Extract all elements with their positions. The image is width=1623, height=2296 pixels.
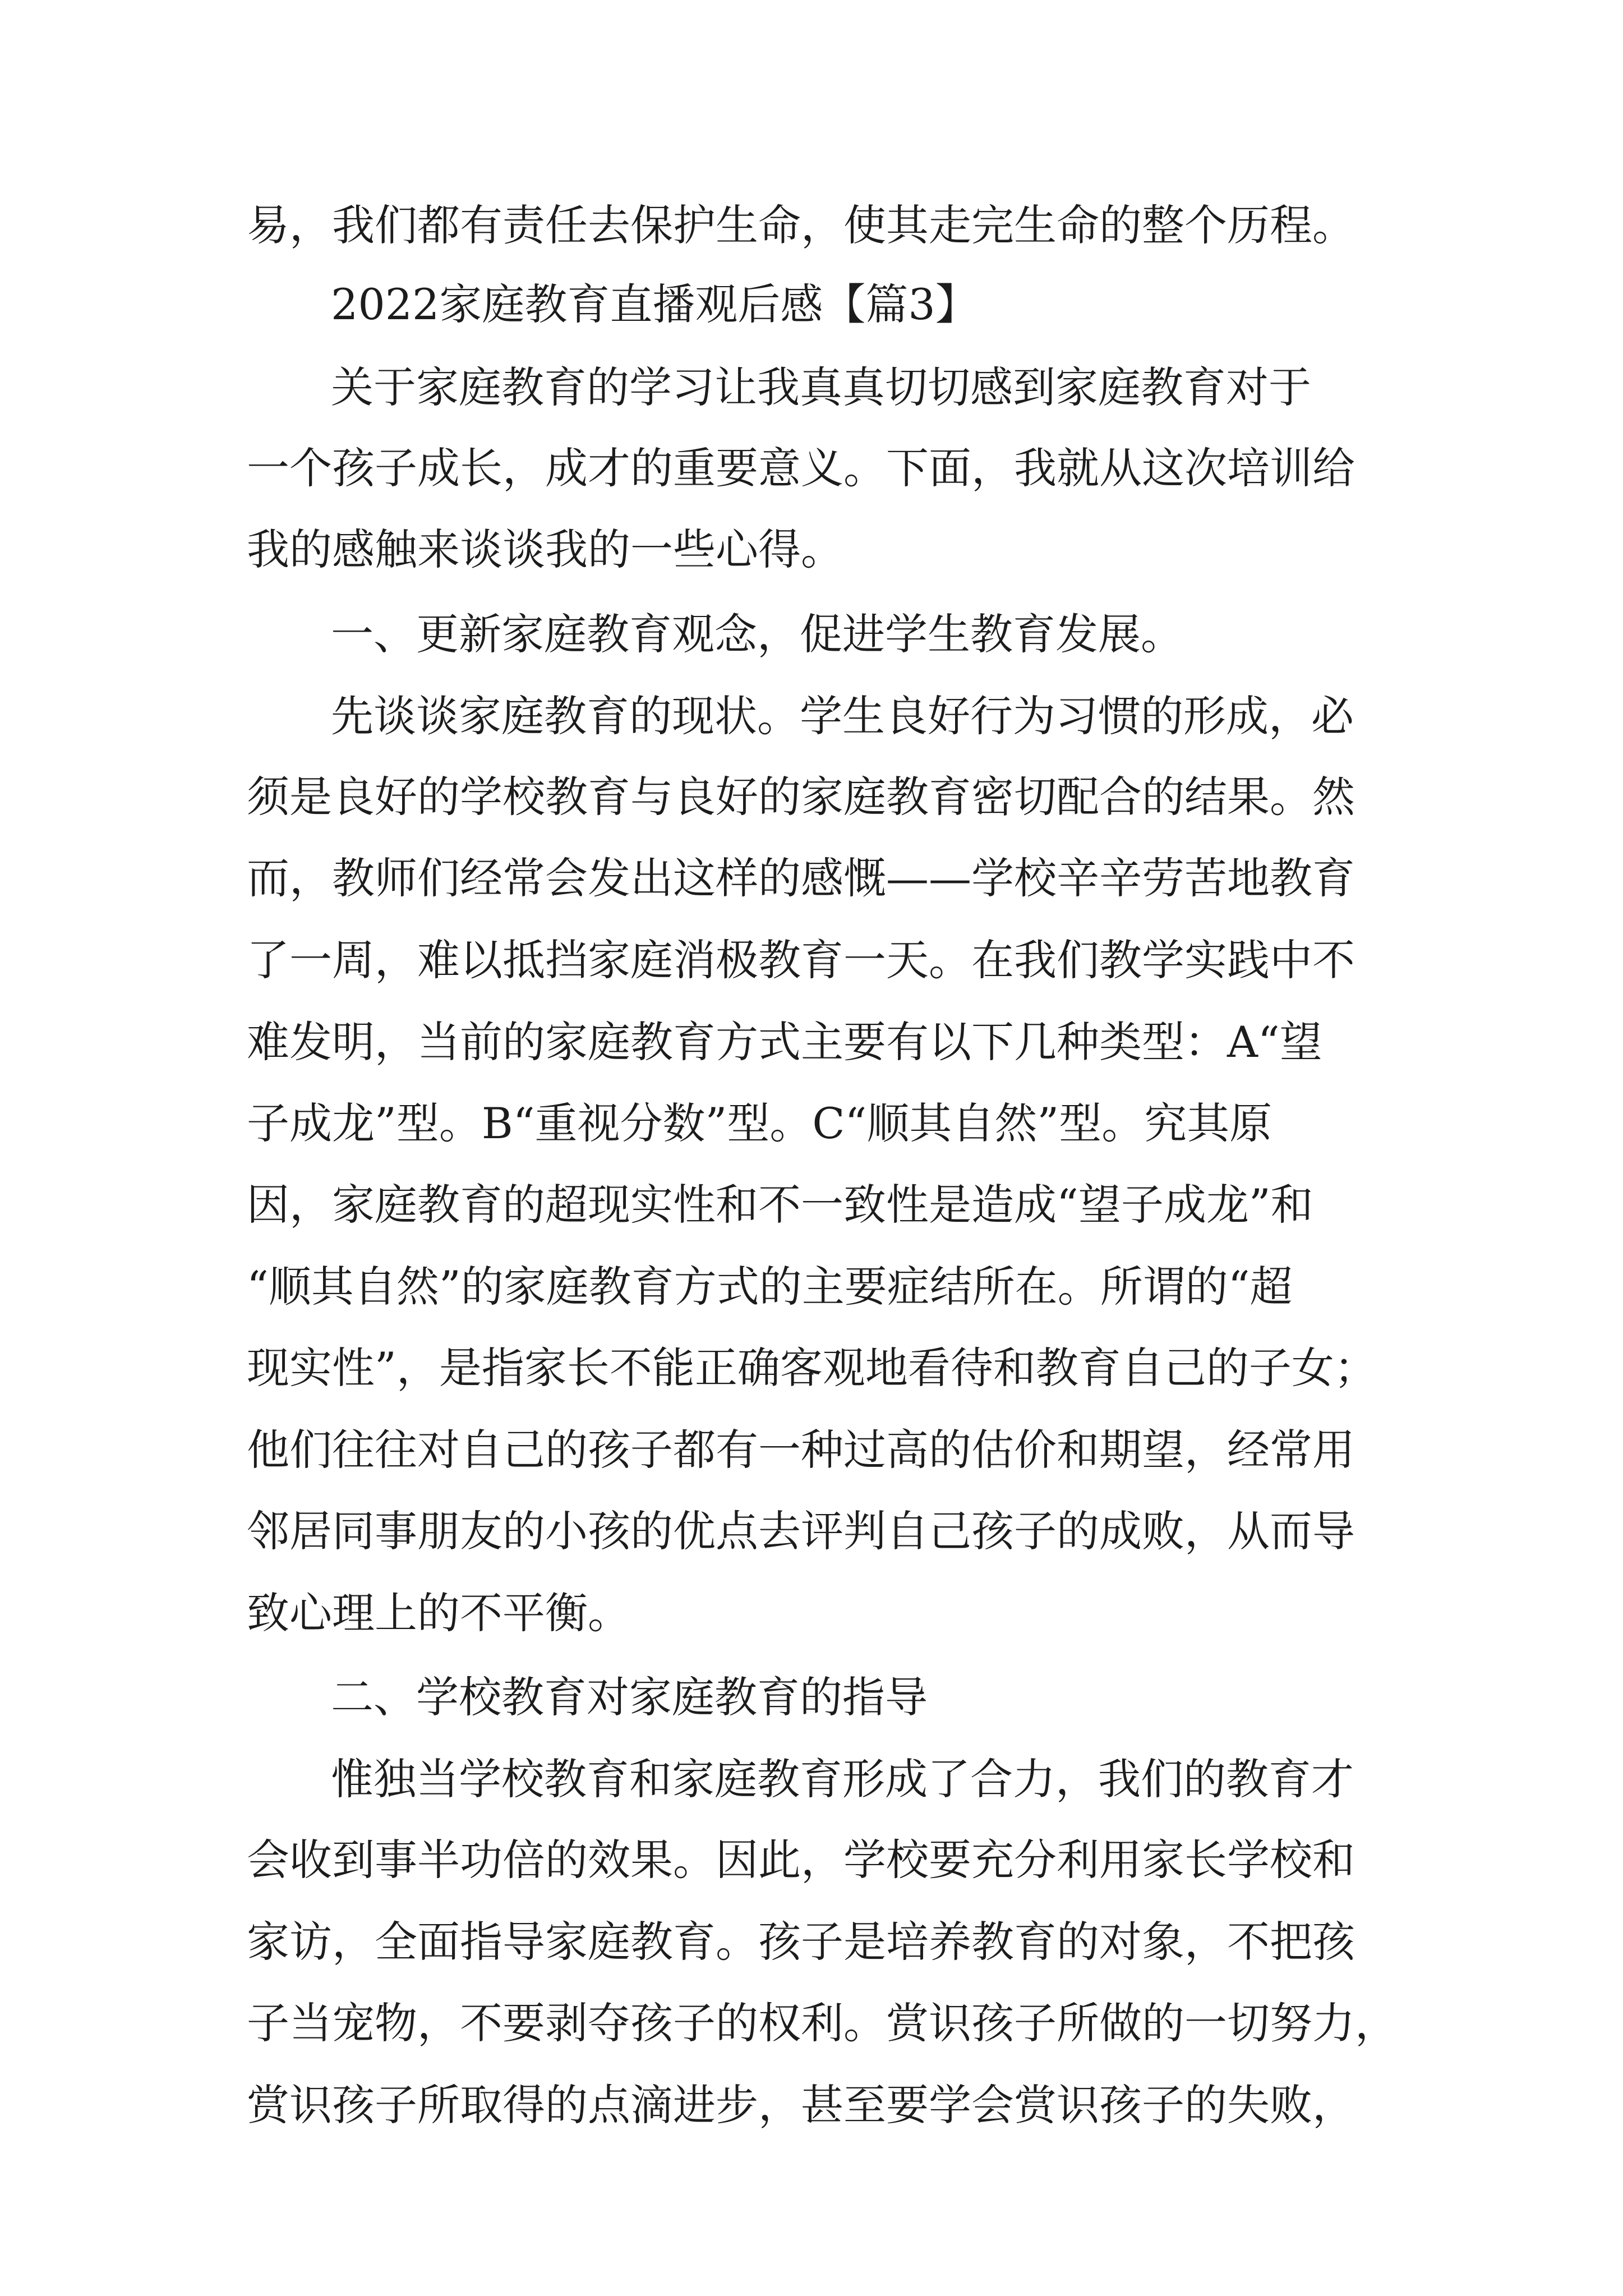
text-line-20: 惟独当学校教育和家庭教育形成了合力，我们的教育才 — [331, 1754, 1354, 1804]
text-line-15: 现实性”，是指家长不能正确客观地看待和教育自己的子女； — [247, 1343, 1377, 1393]
text-line-4: 一个孩子成长，成才的重要意义。下面，我就从这次培训给 — [247, 443, 1355, 493]
text-line-24: 赏识孩子所取得的点滴进步，甚至要学会赏识孩子的失败， — [247, 2080, 1355, 2130]
text-line-3: 关于家庭教育的学习让我真真切切感到家庭教育对于 — [331, 362, 1311, 412]
text-line-21: 会收到事半功倍的效果。因此，学校要充分利用家长学校和 — [247, 1835, 1355, 1885]
text-line-1: 易，我们都有责任去保护生命，使其走完生命的整个历程。 — [247, 200, 1355, 250]
text-line-22: 家访，全面指导家庭教育。孩子是培养教育的对象，不把孩 — [247, 1917, 1355, 1967]
text-line-16: 他们往往对自己的孩子都有一种过高的估价和期望，经常用 — [247, 1425, 1355, 1475]
text-line-12: 子成龙”型。B“重视分数”型。C“顺其自然”型。究其原 — [247, 1098, 1272, 1148]
text-line-5: 我的感触来谈谈我的一些心得。 — [247, 524, 843, 574]
subheading-1: 一、更新家庭教育观念，促进学生教育发展。 — [331, 609, 1183, 659]
text-line-10: 了一周，难以抵挡家庭消极教育一天。在我们教学实践中不 — [247, 935, 1355, 985]
text-line-8: 须是良好的学校教育与良好的家庭教育密切配合的结果。然 — [247, 772, 1355, 822]
subheading-2: 二、学校教育对家庭教育的指导 — [331, 1672, 928, 1722]
section-heading-part-3: 2022家庭教育直播观后感【篇3】 — [331, 279, 978, 329]
text-line-18: 致心理上的不平衡。 — [247, 1588, 630, 1638]
text-line-14: “顺其自然”的家庭教育方式的主要症结所在。所谓的“超 — [247, 1262, 1293, 1312]
text-line-9: 而，教师们经常会发出这样的感慨——学校辛辛劳苦地教育 — [247, 853, 1355, 903]
text-line-13: 因，家庭教育的超现实性和不一致性是造成“望子成龙”和 — [247, 1180, 1313, 1230]
text-line-7: 先谈谈家庭教育的现状。学生良好行为习惯的形成，必 — [331, 691, 1354, 741]
text-line-11: 难发明，当前的家庭教育方式主要有以下几种类型：A“望 — [247, 1017, 1322, 1067]
text-line-17: 邻居同事朋友的小孩的优点去评判自己孩子的成败，从而导 — [247, 1506, 1355, 1556]
text-line-23: 子当宠物，不要剥夺孩子的权利。赏识孩子所做的一切努力， — [247, 1998, 1398, 2048]
